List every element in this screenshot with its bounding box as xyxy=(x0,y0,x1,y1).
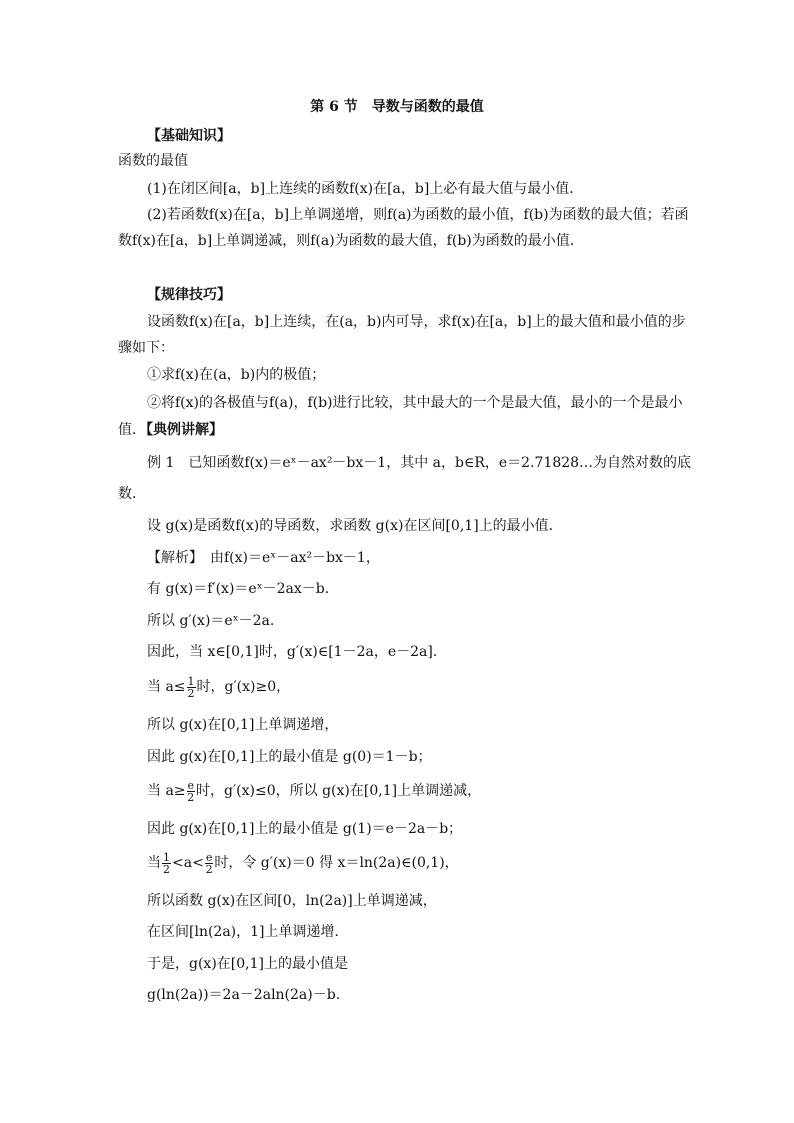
example-question-2: 数． xyxy=(118,486,146,502)
example-question-3: 设 g(x)是函数f(x)的导函数，求函数 g(x)在区间[0,1]上的最小值． xyxy=(147,518,563,534)
solution-line-1: 【解析】 由f(x)＝eˣ－ax²－bx－1， xyxy=(147,550,380,566)
fraction-numerator: 1 xyxy=(187,674,195,688)
rule-line-2: 骤如下： xyxy=(118,340,174,356)
solution-line-10 xyxy=(147,849,459,877)
rule-line-5 xyxy=(118,421,223,439)
section-examples-heading: 【典例讲解】 xyxy=(146,422,223,438)
fraction-e-half xyxy=(187,780,196,803)
solution-line-8-end: 时，g′(x)≤0，所以 g(x)在[0,1]上单调递减， xyxy=(196,783,482,799)
rule-line-1: 设函数f(x)在[a，b]上连续，在(a，b)内可导，求f(x)在[a，b]上的最大值和最小值的步 xyxy=(147,314,686,330)
solution-line-8 xyxy=(147,777,481,805)
solution-line-11: 所以函数 g(x)在区间[0，ln(2a)]上单调递减， xyxy=(147,893,437,909)
fraction-one-half xyxy=(187,676,196,699)
solution-line-10-mid: <a< xyxy=(172,855,204,871)
solution-line-10-start: 当 xyxy=(147,855,161,871)
solution-line-2: 有 g(x)＝f′(x)＝eˣ－2ax－b. xyxy=(147,581,330,597)
solution-line-10-end: 时，令 g′(x)＝0 得 x＝ln(2a)∈(0,1)， xyxy=(214,855,459,871)
basic-line-2: (1)在闭区间[a，b]上连续的函数f(x)在[a，b]上必有最大值与最小值． xyxy=(147,181,584,197)
fraction-denominator: 2 xyxy=(187,686,195,700)
section-basic-heading: 【基础知识】 xyxy=(147,128,231,144)
rule-line-3: ①求f(x)在(a，b)内的极值； xyxy=(147,367,326,383)
basic-line-4: 数f(x)在[a，b]上单调递减，则f(a)为函数的最大值，f(b)为函数的最小值． xyxy=(118,233,584,249)
solution-line-5 xyxy=(147,673,290,701)
solution-line-7: 因此 g(x)在[0,1]上的最小值是 g(0)＝1－b； xyxy=(147,749,432,765)
basic-line-1: 函数的最值 xyxy=(118,153,188,169)
basic-line-3: (2)若函数f(x)在[a，b]上单调递增，则f(a)为函数的最小值，f(b)为函数的最大值；若函 xyxy=(147,207,689,223)
fraction-denominator: 2 xyxy=(163,862,170,876)
section-rules-heading: 【规律技巧】 xyxy=(147,287,231,303)
fraction-e-half xyxy=(205,852,214,875)
fraction-one-half xyxy=(162,852,171,875)
solution-line-5-end: 时，g′(x)≥0， xyxy=(196,679,291,695)
fraction-denominator: 2 xyxy=(187,790,195,804)
solution-line-8-start: 当 a≥ xyxy=(147,783,186,799)
solution-line-13: 于是，g(x)在[0,1]上的最小值是 xyxy=(147,956,348,972)
fraction-numerator: e xyxy=(187,778,195,792)
page-title: 第 6 节 导数与函数的最值 xyxy=(310,99,484,115)
solution-line-12: 在区间[ln(2a)，1]上单调递增． xyxy=(147,924,349,940)
fraction-denominator: 2 xyxy=(205,862,213,876)
fraction-numerator: 1 xyxy=(163,850,170,864)
rule-line-5-text: 值． xyxy=(118,422,146,438)
fraction-numerator: e xyxy=(205,850,213,864)
solution-line-14: g(ln(2a))＝2a－2aln(2a)－b. xyxy=(147,987,341,1003)
example-question-1: 例 1 已知函数f(x)＝eˣ－ax²－bx－1，其中 a，b∈R，e＝2.71828…为自然对数的底 xyxy=(147,455,692,471)
solution-line-5-start: 当 a≤ xyxy=(147,679,186,695)
solution-line-6: 所以 g(x)在[0,1]上单调递增， xyxy=(147,717,339,733)
solution-line-9: 因此 g(x)在[0,1]上的最小值是 g(1)＝e－2a－b； xyxy=(147,821,463,837)
solution-line-3: 所以 g′(x)＝eˣ－2a. xyxy=(147,613,275,629)
solution-line-4: 因此，当 x∈[0,1]时，g′(x)∈[1－2a，e－2a]． xyxy=(147,644,447,660)
rule-line-4: ②将f(x)的各极值与f(a)，f(b)进行比较，其中最大的一个是最大值，最小的一个是最小 xyxy=(147,395,683,411)
